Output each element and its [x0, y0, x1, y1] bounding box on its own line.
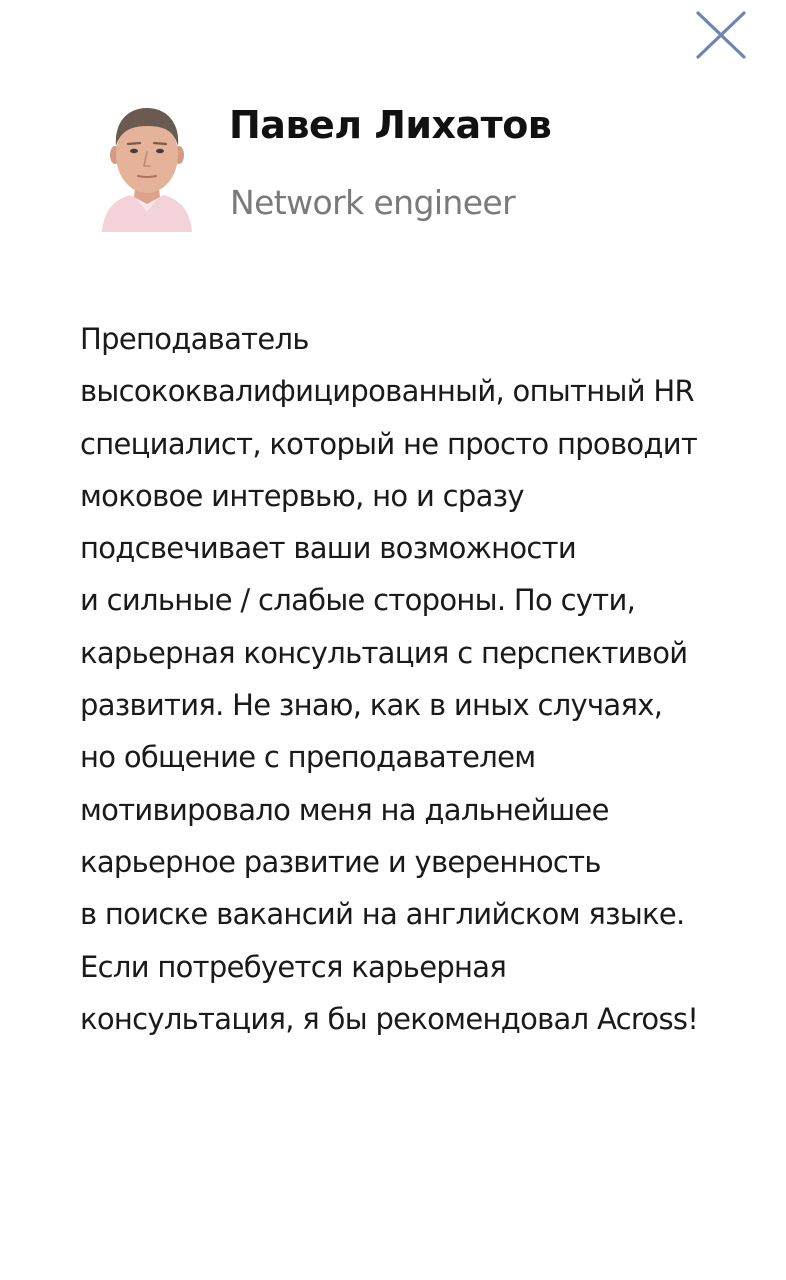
profile-role: Network engineer: [230, 183, 516, 222]
review-line: карьерная консультация с перспективой: [80, 635, 688, 670]
avatar: [100, 100, 194, 232]
review-line: подсвечивает ваши возможности: [80, 531, 576, 566]
review-line: развития. Не знаю, как в иных случаях,: [80, 688, 663, 723]
person-photo-icon: [100, 100, 194, 232]
review-line: специалист, который не просто проводит: [80, 426, 698, 461]
review-line: но общение с преподавателем: [80, 740, 536, 775]
review-line: Если потребуется карьерная: [80, 949, 507, 984]
close-icon: [694, 10, 748, 60]
review-line: Преподаватель: [80, 322, 309, 356]
review-line: моковое интервью, но и сразу: [80, 478, 524, 513]
review-line: карьерное развитие и уверенность: [80, 844, 601, 879]
profile-name: Павел Лихатов: [229, 103, 552, 147]
review-line: высококвалифицированный, опытный HR: [80, 374, 694, 409]
review-line: мотивировало меня на дальнейшее: [80, 792, 609, 827]
review-line: консультация, я бы рекомендовал Across!: [80, 1001, 699, 1036]
close-button[interactable]: [694, 10, 748, 60]
review-line: и сильные / слабые стороны. По сути,: [80, 583, 636, 618]
review-text: [80, 313, 720, 1045]
review-line: в поиске вакансий на английском языке.: [80, 897, 685, 932]
